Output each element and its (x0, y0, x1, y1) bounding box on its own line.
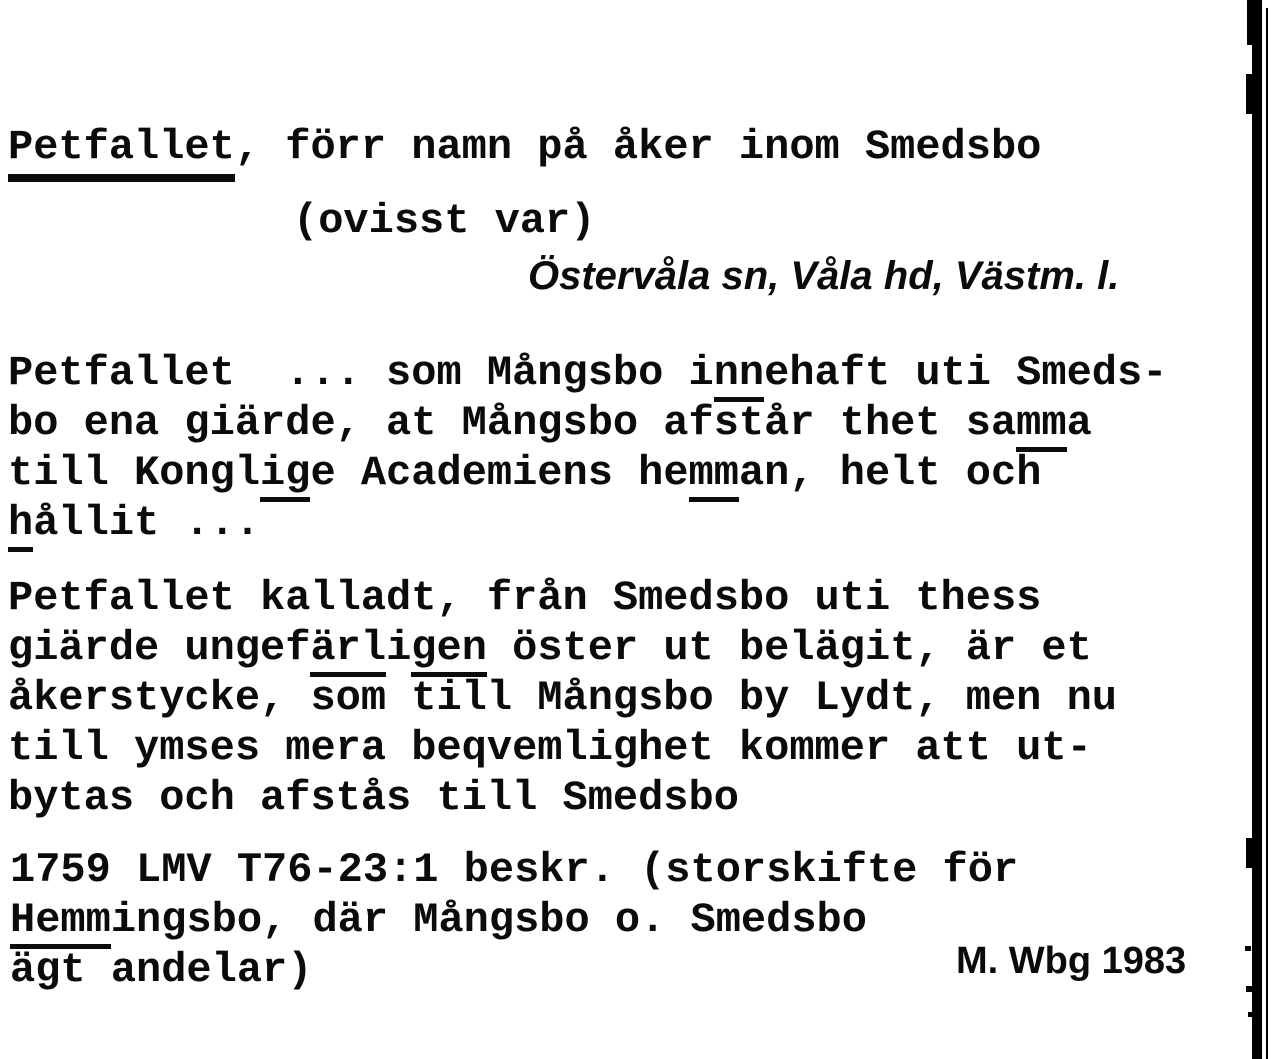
text-segment: ehaft uti Smeds- (764, 349, 1168, 397)
recorder-signature: M. Wbg 1983 (956, 940, 1187, 982)
scan-artifact (1246, 74, 1253, 114)
text-line (8, 398, 1167, 448)
scan-artifact (1247, 0, 1253, 45)
text-segment: Petfallet kalladt, från Smedsbo uti thess (8, 574, 1042, 622)
text-segment: giärde ungef (8, 624, 311, 672)
uncertainty-note: (ovisst var) (293, 197, 596, 245)
text-line (8, 773, 1117, 823)
text-line (8, 673, 1117, 723)
text-segment: an, helt och (738, 449, 1042, 497)
text-segment: bytas och afstås till Smedsbo (8, 774, 739, 822)
text-segment: åkerstycke, som till Mångsbo by Lydt, men nu (8, 674, 1117, 722)
text-segment: bo ena giärde, at Mångsbo afstår thet sa (8, 399, 1017, 447)
text-segment: ållit ... (33, 499, 261, 547)
underlined-text-segment: gen (411, 624, 487, 677)
scan-artifact (1246, 838, 1253, 868)
underlined-text-segment: ärl (310, 624, 386, 677)
text-segment: a (1066, 399, 1092, 447)
text-segment: i (386, 624, 412, 672)
text-line (8, 348, 1167, 398)
location-stamp: Östervåla sn, Våla hd, Västm. l. (528, 254, 1120, 298)
text-segment: till ymses mera beqvemlighet kommer att ut- (8, 724, 1092, 772)
text-segment: öster ut belägit, är et (486, 624, 1092, 672)
text-segment: , förr namn på åker inom Smedsbo (234, 123, 1042, 171)
scan-artifact (1248, 1012, 1253, 1017)
underlined-text-segment: mm (1016, 399, 1066, 452)
scan-artifact (1245, 946, 1251, 951)
underlined-text-segment: Hemm (10, 896, 111, 949)
text-segment: till Kongl (8, 449, 261, 497)
quote-paragraph-2 (8, 573, 1117, 823)
text-line (8, 723, 1117, 773)
source-reference-paragraph (10, 845, 1018, 995)
text-line (10, 895, 1018, 945)
underlined-text-segment: h (8, 499, 33, 552)
text-segment: ingsbo, där Mångsbo o. Smedsbo (110, 896, 867, 944)
text-line (8, 498, 1167, 548)
text-segment: e Academiens he (310, 449, 689, 497)
underlined-text-segment: nn (714, 349, 764, 402)
text-line (10, 945, 1018, 995)
scan-artifact (1246, 986, 1253, 992)
quote-paragraph-1 (8, 348, 1167, 548)
text-segment: 1759 LMV T76-23:1 beskr. (storskifte för (10, 846, 1019, 894)
text-line (8, 448, 1167, 498)
scan-edge-thin-line (1266, 8, 1268, 1059)
text-line (8, 573, 1117, 623)
underlined-text-segment: mm (689, 449, 739, 502)
scan-edge-bar (1252, 0, 1262, 1059)
text-segment: ägt andelar) (10, 946, 313, 994)
underlined-text-segment: ig (260, 449, 310, 502)
headword-line (8, 122, 1041, 172)
text-line (8, 623, 1117, 673)
underlined-text-segment: Petfallet (8, 123, 235, 182)
text-line (10, 845, 1018, 895)
text-segment: Petfallet ... som Mångsbo i (8, 349, 714, 397)
